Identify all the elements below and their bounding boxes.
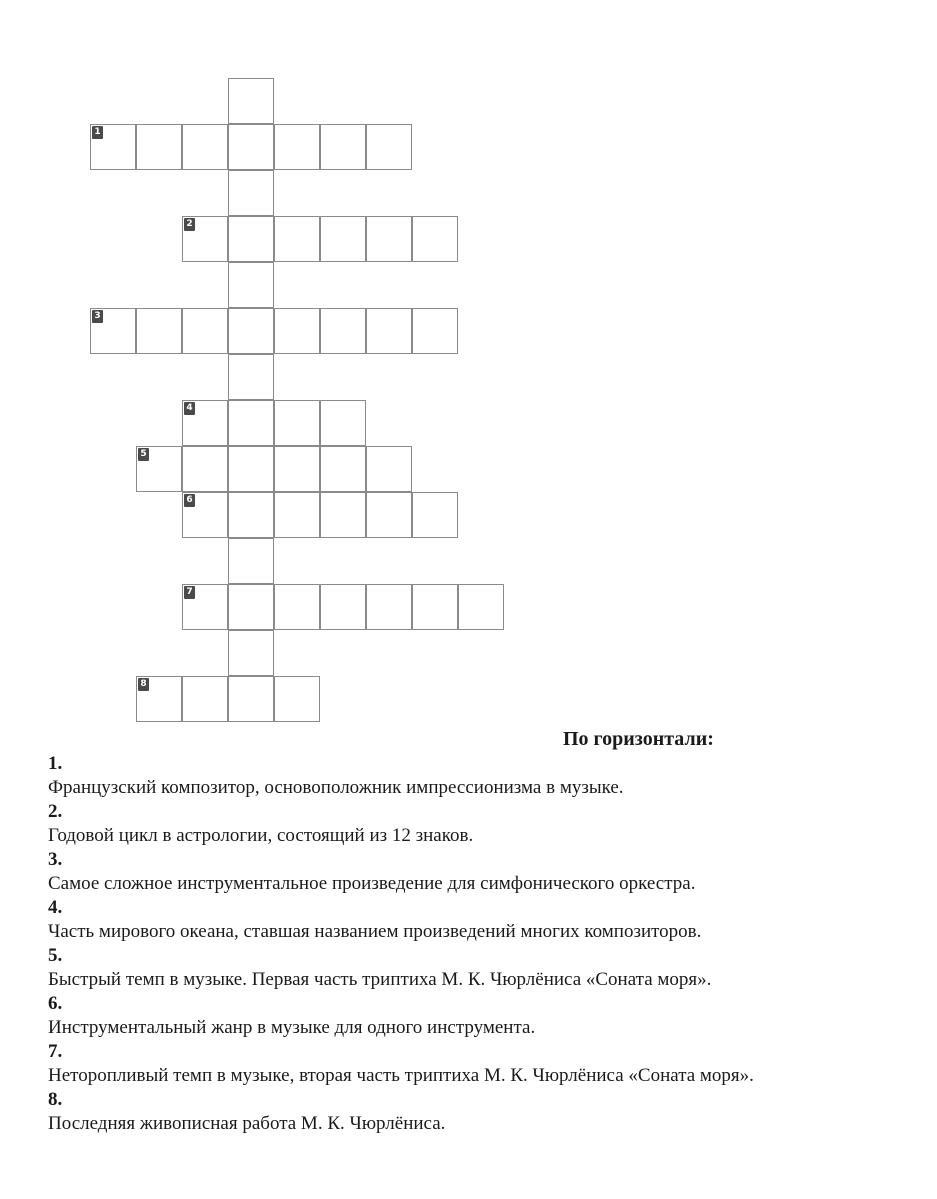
clue-item: [48, 896, 908, 944]
crossword-cell[interactable]: [182, 584, 228, 630]
crossword-cell[interactable]: [412, 584, 458, 630]
crossword-cell[interactable]: [228, 78, 274, 124]
crossword-cell[interactable]: [366, 492, 412, 538]
crossword-cell[interactable]: [274, 446, 320, 492]
crossword-cell[interactable]: [366, 308, 412, 354]
crossword-cell[interactable]: [228, 630, 274, 676]
clue-text: Годовой цикл в астрологии, состоящий из 12 знаков.: [48, 825, 474, 846]
clue-number-badge: 8: [138, 678, 149, 691]
clue-text: Часть мирового океана, ставшая названием произведений многих композиторов.: [48, 921, 702, 942]
crossword-cell[interactable]: [228, 354, 274, 400]
crossword-cell[interactable]: [274, 492, 320, 538]
crossword-cell[interactable]: [182, 400, 228, 446]
crossword-cell[interactable]: [366, 124, 412, 170]
clue-number: 7.: [48, 1041, 63, 1062]
crossword-cell[interactable]: [90, 124, 136, 170]
clue-number: 3.: [48, 849, 63, 870]
clue-number-badge: 2: [184, 218, 195, 231]
crossword-cell[interactable]: [136, 308, 182, 354]
clue-number: 5.: [48, 945, 63, 966]
crossword-cell[interactable]: [136, 124, 182, 170]
clue-text: Неторопливый темп в музыке, вторая часть триптиха М. К. Чюрлёниса «Соната моря».: [48, 1065, 754, 1086]
crossword-cell[interactable]: [228, 262, 274, 308]
clue-number: 6.: [48, 993, 63, 1014]
crossword-cell[interactable]: [366, 446, 412, 492]
crossword-cell[interactable]: [182, 216, 228, 262]
clue-number-badge: 7: [184, 586, 195, 599]
crossword-cell[interactable]: [366, 584, 412, 630]
crossword-cell[interactable]: [274, 584, 320, 630]
clue-item: [48, 992, 908, 1040]
clue-number: 2.: [48, 801, 63, 822]
crossword-cell[interactable]: [228, 584, 274, 630]
clue-number-badge: 4: [184, 402, 195, 415]
clues-list: [48, 752, 908, 1136]
clue-item: [48, 944, 908, 992]
crossword-cell[interactable]: [136, 446, 182, 492]
crossword-cell[interactable]: [182, 124, 228, 170]
clue-text: Инструментальный жанр в музыке для одного инструмента.: [48, 1017, 536, 1038]
clues-heading: По горизонтали:: [563, 728, 714, 750]
crossword-cell[interactable]: [274, 400, 320, 446]
clue-text: Самое сложное инструментальное произведение для симфонического оркестра.: [48, 873, 696, 894]
crossword-cell[interactable]: [228, 538, 274, 584]
clue-number-badge: 3: [92, 310, 103, 323]
crossword-cell[interactable]: [228, 492, 274, 538]
clue-number-badge: 6: [184, 494, 195, 507]
crossword-cell[interactable]: [228, 400, 274, 446]
crossword-cell[interactable]: [320, 584, 366, 630]
crossword-cell[interactable]: [412, 308, 458, 354]
crossword-cell[interactable]: [228, 216, 274, 262]
clue-number: 1.: [48, 753, 63, 774]
clue-item: [48, 752, 908, 800]
crossword-cell[interactable]: [90, 308, 136, 354]
clue-text: Быстрый темп в музыке. Первая часть триптиха М. К. Чюрлёниса «Соната моря».: [48, 969, 712, 990]
crossword-cell[interactable]: [228, 124, 274, 170]
clue-number: 8.: [48, 1089, 63, 1110]
crossword-cell[interactable]: [320, 400, 366, 446]
crossword-cell[interactable]: [228, 676, 274, 722]
crossword-cell[interactable]: [320, 124, 366, 170]
crossword-cell[interactable]: [274, 124, 320, 170]
crossword-cell[interactable]: [228, 446, 274, 492]
crossword-cell[interactable]: [182, 492, 228, 538]
crossword-cell[interactable]: [182, 676, 228, 722]
clue-number-badge: 1: [92, 126, 103, 139]
crossword-cell[interactable]: [274, 216, 320, 262]
clue-text: Последняя живописная работа М. К. Чюрлёниса.: [48, 1113, 446, 1134]
crossword-cell[interactable]: [320, 446, 366, 492]
clue-item: [48, 800, 908, 848]
crossword-cell[interactable]: [274, 308, 320, 354]
clue-number: 4.: [48, 897, 63, 918]
crossword-cell[interactable]: [136, 676, 182, 722]
clue-item: [48, 848, 908, 896]
clue-item: [48, 1040, 908, 1088]
crossword-cell[interactable]: [412, 492, 458, 538]
clue-text: Французский композитор, основоположник импрессионизма в музыке.: [48, 777, 624, 798]
clue-item: [48, 1088, 908, 1136]
crossword-cell[interactable]: [274, 676, 320, 722]
crossword-cell[interactable]: [182, 308, 228, 354]
crossword-cell[interactable]: [320, 308, 366, 354]
crossword-cell[interactable]: [228, 308, 274, 354]
crossword-cell[interactable]: [182, 446, 228, 492]
crossword-cell[interactable]: [412, 216, 458, 262]
crossword-cell[interactable]: [458, 584, 504, 630]
crossword-cell[interactable]: [320, 216, 366, 262]
crossword-cell[interactable]: [366, 216, 412, 262]
clue-number-badge: 5: [138, 448, 149, 461]
crossword-cell[interactable]: [320, 492, 366, 538]
crossword-cell[interactable]: [228, 170, 274, 216]
